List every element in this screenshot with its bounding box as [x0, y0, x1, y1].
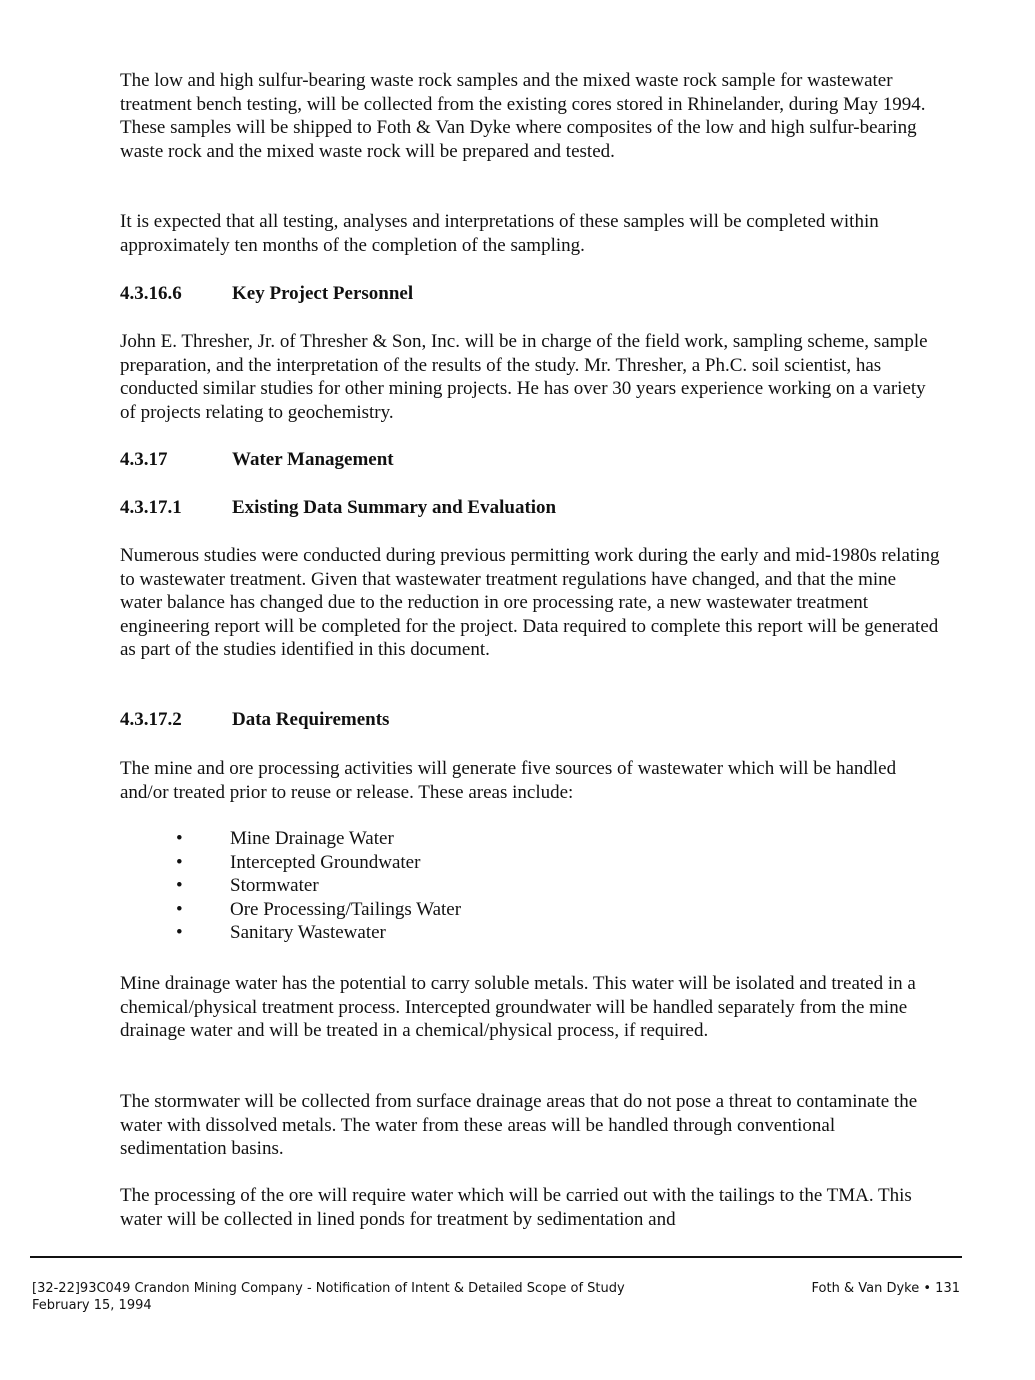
list-item	[120, 874, 461, 898]
section-heading-data-requirements	[120, 708, 389, 731]
wastewater-sources-list	[120, 827, 461, 945]
list-item-label: Mine Drainage Water	[230, 828, 394, 849]
paragraph-text: John E. Thresher, Jr. of Thresher & Son, Inc. will be in charge of the field work, sampling scheme, sample preparation, and the interpretation of the results of the study. Mr. Thresher, a Ph.C. soil scientist, has conducted similar studies for other mining projects. He has over 30 years experience working on a variety of projects relating to geochemistry.	[120, 331, 928, 423]
bullet-icon: •	[176, 875, 183, 896]
list-item	[120, 898, 461, 922]
paragraph-wastewater-sources	[120, 757, 940, 804]
bullet-icon: •	[176, 898, 183, 920]
paragraph-text: The mine and ore processing activities will generate five sources of wastewater which will be handled and/or treated prior to reuse or release. These areas include:	[120, 758, 897, 803]
paragraph-stormwater	[120, 1090, 940, 1161]
section-title: Water Management	[232, 449, 394, 470]
footer-company-page-number: Foth & Van Dyke • 131	[811, 1281, 960, 1296]
section-title: Data Requirements	[232, 709, 390, 730]
paragraph-text: It is expected that all testing, analyses and interpretations of these samples will be completed within approximately ten months of the completion of the sampling.	[120, 211, 879, 256]
paragraph-text: The stormwater will be collected from surface drainage areas that do not pose a threat to contaminate the water with dissolved metals. The water from these areas will be handled through conventional sedimentation basins.	[120, 1091, 918, 1159]
footer-document-info	[32, 1280, 625, 1314]
section-number: 4.3.17	[120, 449, 168, 470]
paragraph-existing-studies	[120, 544, 940, 662]
list-item-label: Intercepted Groundwater	[230, 851, 421, 873]
bullet-icon: •	[176, 851, 183, 873]
paragraph-text: Numerous studies were conducted during previous permitting work during the early and mid-1980s relating to wastewater treatment. Given that wastewater treatment regulations have changed, and that the mine water balance has changed due to the reduction in ore processing rate, a new wastewater treatment engineering report will be completed for the project. Data required to complete this report will be generated as part of the studies identified in this document.	[120, 545, 940, 660]
paragraph-text: Mine drainage water has the potential to carry soluble metals. This water will be isolated and treated in a chemical/physical treatment process. Intercepted groundwater will be handled separately from the mine drainage water and will be treated in a chemical/physical process, if required.	[120, 973, 916, 1041]
list-item-label: Stormwater	[230, 875, 319, 896]
section-heading-existing-data	[120, 496, 556, 519]
paragraph-mine-drainage	[120, 972, 940, 1043]
list-item	[120, 921, 461, 945]
paragraph-ore-processing	[120, 1184, 940, 1231]
footer-divider	[30, 1256, 962, 1258]
list-item-label: Ore Processing/Tailings Water	[230, 898, 462, 920]
bullet-icon: •	[176, 828, 183, 849]
section-number: 4.3.16.6	[120, 283, 182, 304]
paragraph-text: The processing of the ore will require water which will be carried out with the tailings to the TMA. This water will be collected in lined ponds for treatment by sedimentation and	[120, 1185, 912, 1230]
list-item	[120, 827, 461, 851]
footer-page-info	[812, 1280, 960, 1297]
paragraph-personnel	[120, 330, 940, 424]
footer-document-title: [32-22]93C049 Crandon Mining Company - Notification of Intent & Detailed Scope of Study	[32, 1281, 625, 1296]
paragraph-testing-timeline	[120, 210, 940, 257]
section-number: 4.3.17.1	[120, 497, 182, 518]
bullet-icon: •	[176, 922, 183, 943]
footer-date: February 15, 1994	[32, 1298, 152, 1313]
paragraph-text: The low and high sulfur-bearing waste rock samples and the mixed waste rock sample for wastewater treatment bench testing, will be collected from the existing cores stored in Rhinelander, during May 1994. These samples will be shipped to Foth & Van Dyke where composites of the low and high sulfur-bearing waste rock and the mixed waste rock will be prepared and tested.	[120, 70, 926, 162]
paragraph-waste-rock-samples	[120, 69, 940, 163]
list-item	[120, 851, 461, 875]
list-item-label: Sanitary Wastewater	[230, 922, 386, 943]
section-heading-key-personnel	[120, 282, 413, 305]
section-title: Existing Data Summary and Evaluation	[232, 497, 557, 518]
section-number: 4.3.17.2	[120, 709, 182, 730]
section-title: Key Project Personnel	[232, 283, 414, 304]
section-heading-water-management	[120, 448, 394, 471]
